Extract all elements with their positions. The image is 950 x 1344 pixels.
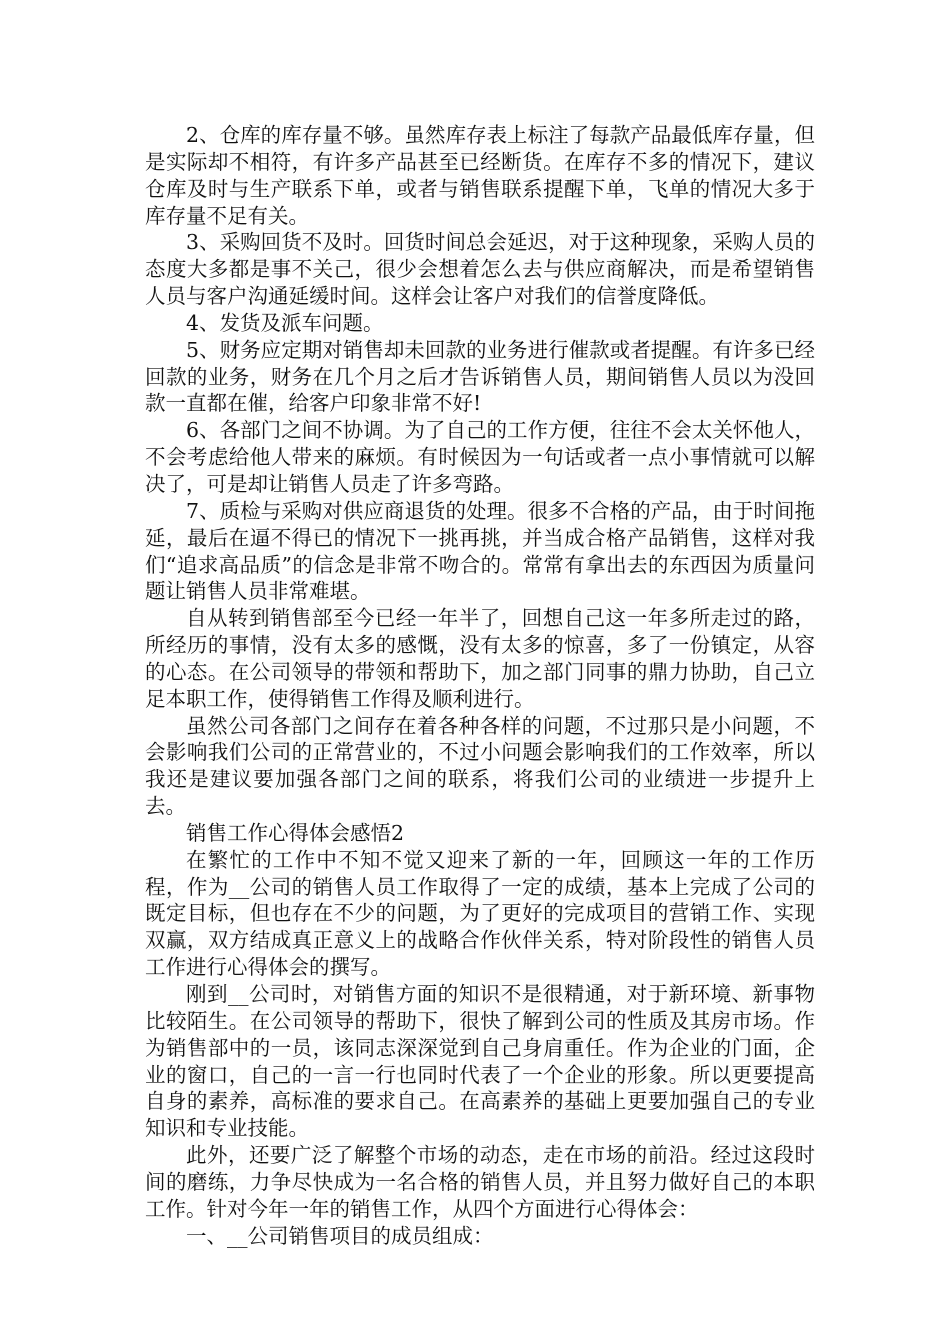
document-body (145, 122, 815, 1249)
paragraph-quality-returns: 7、质检与采购对供应商退货的处理。很多不合格的产品，由于时间拖延，最后在逼不得已的情况下一挑再挑，并当成合格产品销售，这样对我们“追求高品质”的信念是非常不吻合的。常常有拿出去的东西因为质量问题让销售人员非常难堪。 (145, 498, 815, 604)
paragraph-coordination: 6、各部门之间不协调。为了自己的工作方便，往往不会太关怀他人，不会考虑给他人带来的麻烦。有时候因为一句话或者一点小事情就可以解决了，可是却让销售人员走了许多弯路。 (145, 418, 815, 496)
paragraph-purchase-delay: 3、采购回货不及时。回货时间总会延迟，对于这种现象，采购人员的态度大多都是事不关己，很少会想着怎么去与供应商解决，而是希望销售人员与客户沟通延缓时间。这样会让客户对我们的信誉度降低。 (145, 230, 815, 309)
section-heading: 销售工作心得体会感悟2 (186, 820, 405, 845)
paragraph-team-heading: 一、__公司销售项目的成员组成： (186, 1223, 494, 1248)
paragraph-warehouse-stock: 2、仓库的库存量不够。虽然库存表上标注了每款产品最低库存量，但是实际却不相符，有许多产品甚至已经断货。在库存不多的情况下，建议仓库及时与生产联系下单，或者与销售联系提醒下单，飞单的情况大多于库存量不足有关。 (145, 123, 815, 228)
paragraph-market: 此外，还要广泛了解整个市场的动态，走在市场的前沿。经过这段时间的磨练，力争尽快成为一名合格的销售人员，并且努力做好自己的本职工作。针对今年一年的销售工作，从四个方面进行心得体会： (145, 1143, 815, 1221)
paragraph-finance: 5、财务应定期对销售却未回款的业务进行催款或者提醒。有许多已经回款的业务，财务在几个月之后才告诉销售人员，期间销售人员以为没回款一直都在催，给客户印象非常不好! (145, 337, 815, 416)
paragraph-shipping: 4、发货及派车问题。 (186, 310, 384, 335)
paragraph-reflection: 自从转到销售部至今已经一年半了，回想自己这一年多所走过的路，所经历的事情，没有太多的感慨，没有太多的惊喜，多了一份镇定，从容的心态。在公司领导的带领和帮助下，加之部门同事的鼎力协助，自己立足本职工作，使得销售工作得及顺利进行。 (145, 606, 815, 711)
paragraph-arrival: 刚到__公司时，对销售方面的知识不是很精通，对于新环境、新事物比较陌生。在公司领导的帮助下，很快了解到公司的性质及其房市场。作为销售部中的一员，该同志深深觉到自己身肩重任。作为企业的门面，企业的窗口，自己的一言一行也同时代表了一个企业的形象。所以更要提高自身的素养，高标准的要求自己。在高素养的基础上更要加强自己的专业知识和专业技能。 (145, 982, 815, 1141)
paragraph-suggestion: 虽然公司各部门之间存在着各种各样的问题，不过那只是小问题，不会影响我们公司的正常营业的，不过小问题会影响我们的工作效率，所以我还是建议要加强各部门之间的联系，将我们公司的业绩进一步提升上去。 (145, 713, 815, 819)
paragraph-new-year: 在繁忙的工作中不知不觉又迎来了新的一年，回顾这一年的工作历程，作为__公司的销售人员工作取得了一定的成绩，基本上完成了公司的既定目标，但也存在不少的问题，为了更好的完成项目的营销工作、实现双赢，双方结成真正意义上的战略合作伙伴关系，特对阶段性的销售人员工作进行心得体会的撰写。 (145, 847, 815, 980)
